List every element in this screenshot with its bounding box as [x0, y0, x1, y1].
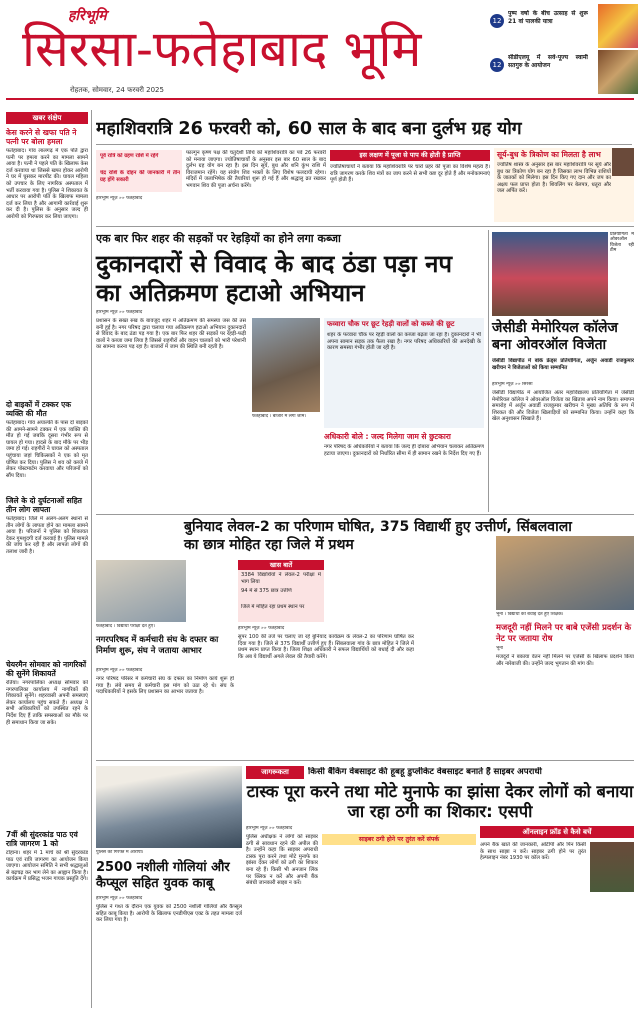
lead-box: [330, 150, 490, 222]
college-photo: [492, 232, 608, 316]
cyber-box: [322, 834, 476, 1008]
protest-headline: मजदूरी नहीं मिलने पर बाबे एजेंसी प्रदर्शन के नेट पर जताया रोष: [496, 622, 632, 643]
teaser-2-photo: [598, 50, 638, 94]
encroach-box-title: अधिकारी बोले : जल्द मिलेगा जाम से छुटकारा: [324, 432, 451, 441]
khabar-item3-head: जिले के दो दुर्घटनाओं सहित तीन लोग लापता: [6, 496, 82, 514]
encroach-photo: [252, 318, 320, 412]
arrest-headline: 2500 नशीली गोलियां और कैप्सूल सहित युवक काबू: [96, 860, 230, 891]
encroach-side: [324, 318, 484, 428]
mid-rule: [96, 514, 634, 515]
khabar-item3-body: फतेहाबाद। जिले में अलग-अलग स्थानों से तीन लोगों के लापता होने का मामला सामने आया है। परिजनों ने पुलिस को शिकायत देकर गुमशुदगी दर्ज करवाई है। पुलिस मामले की जांच कर रही है और लापता लोगों की तलाश जारी है।: [6, 516, 88, 555]
lower-rule: [96, 760, 634, 761]
college-byline: हरिभूमि न्यूज़ »» सिरसा: [492, 382, 533, 387]
cyber-byline: हरिभूमि न्यूज़ »» फतेहाबाद: [246, 826, 293, 831]
encroach-body-2: [252, 424, 320, 510]
masthead: [0, 0, 640, 98]
cyber-kicker: किसी बैंकिंग वेबसाइट की हूबहू डुप्लीकेट वेबसाइट बनाते हैं साइबर अपराधी: [308, 767, 542, 777]
online-body: अपने बैंक खाते की जानकारी, ओटीपी और पिन किसी के साथ साझा न करें। साइबर ठगी होने पर तुरंत हेल्पलाइन नंबर 1930 पर कॉल करें।: [480, 842, 586, 862]
result-box-2: 94 में से 375 छात्र उत्तीर्ण: [241, 588, 292, 594]
result-body: सुपर 100 की तर्ज पर चलाए जा रहे बुनियाद कार्यक्रम के लेवल-2 का परिणाम घोषित कर दिया गया है। जिले से 375 विद्यार्थी उत्तीर्ण हुए हैं। सिंबलवाला गांव के छात्र मोहित ने जिले में प्रथम स्थान प्राप्त किया है। जिला शिक्षा अधिकारी ने सफल विद्यार्थियों को बधाई दी और कहा कि अब ये विद्यार्थी अगले लेवल की तैयारी करेंगे।: [238, 634, 414, 660]
masthead-dateline: रोहतक, सोमवार, 24 फरवरी 2025: [70, 86, 164, 94]
cyber-headline: टास्क पूरा करने तथा मोटे मुनाफे का झांसा देकर लोगों को बनाया जा रहा ठगी का शिकार: एसपी: [246, 782, 634, 821]
council-body: नगर परिषद परिसर में कर्मचारी संघ के दफ्तर का निर्माण कार्य शुरू हो गया है। लंबे समय से कर्मचारी इस मांग को उठा रहे थे। संघ के पदाधिकारियों ने इसके लिए प्रशासन का आभार जताया है।: [96, 676, 234, 696]
result-box-1: 3384 विद्यार्थियों ने लेवल-2 परीक्षा में भाग लिया: [241, 572, 321, 585]
lead-rule: [96, 144, 632, 145]
cyber-kicker-tag: जागरूकता: [246, 766, 304, 779]
arrest-photo: [96, 766, 242, 848]
lead-byline: हरिभूमि न्यूज़ »» फतेहाबाद: [96, 196, 143, 201]
cyber-box-title: साइबर ठगी होने पर तुरंत करें संपर्क: [322, 834, 476, 845]
left-col-rule: [91, 110, 92, 1008]
encroach-body: प्रशासन के सख्त रुख के बावजूद शहर में अतिक्रमण की समस्या जस की तस बनी हुई है। नगर परिषद द्वारा चलाया गया अतिक्रमण हटाओ अभियान दुकानदारों से विवाद के बाद ठंडा पड़ गया है। एक बार फिर शहर की सड़कों पर रेहड़ी-फड़ी वालों ने कब्जा जमा लिया है जिससे राहगीरों और वाहन चालकों को भारी परेशानी का सामना करना पड़ रहा है। बाजारों में जाम की स्थिति बनी रहती है।: [96, 318, 246, 351]
masthead-teaser-1[interactable]: [490, 8, 600, 48]
result-byline: हरिभूमि न्यूज़ »» फतेहाबाद: [238, 626, 285, 631]
arrest-body: पुलिस ने गश्त के दौरान एक युवक को 2500 नशीली गोलियों और कैप्सूल सहित काबू किया है। आरोपी के खिलाफ एनडीपीएस एक्ट के तहत मामला दर्ज कर लिया गया है।: [96, 904, 242, 924]
encroach-headline: दुकानदारों से विवाद के बाद ठंडा पड़ा नप का अतिक्रमण हटाओ अभियान: [96, 250, 453, 307]
council-byline: हरिभूमि न्यूज़ »» फतेहाबाद: [96, 668, 143, 673]
lead-headline: महाशिवरात्रि 26 फरवरी को, 60 साल के बाद बना दुर्लभ ग्रह योग: [96, 119, 522, 139]
result-box: [238, 560, 324, 622]
cyber-kicker-row: [246, 766, 634, 779]
khabar-item4-head: चेयरमैन सोमवार को नागरिकों की सुनेंगे शिकायतें: [6, 660, 87, 678]
khabar-item2-head: दो बाइकों में टक्कर एक व्यक्ति की मौत: [6, 400, 72, 418]
result-photo: [96, 560, 186, 622]
khabar-item5-head: 7वीं श्री सुंदरकांड पाठ एवं रात्रि जागरण 1 को: [6, 830, 78, 848]
council-headline: नगरपरिषद में कर्मचारी संघ के दफ्तर का निर्माण शुरू, संघ ने जताया आभार: [96, 634, 219, 655]
college-bullet: जेसीडी विद्यापीठ में बांके फ्रेंड्स प्रतियोगिता, अर्जुन अवार्डी राजकुमार खरीचन ने विजेताओं को किया सम्मानित: [492, 358, 634, 371]
online-box: [480, 826, 634, 1008]
result-headline: बुनियाद लेवल-2 का परिणाम घोषित, 375 विद्यार्थी हुए उत्तीर्ण, सिंबलवाला का छात्र मोहित रहा जिले में प्रथम: [184, 519, 572, 553]
college-body: जेसीडी विद्यापीठ में आयोजित अंतर महाविद्यालय प्रतियोगिता में जेसीडी मेमोरियल कॉलेज ने ओवरऑल विजेता का खिताब अपने नाम किया। समापन समारोह में अर्जुन अवार्डी राजकुमार खरीचन ने मुख्य अतिथि के रूप में शिरकत की और विजेता खिलाड़ियों को सम्मानित किया। उन्होंने कहा कि खेल अनुशासन सिखाते हैं।: [492, 390, 634, 423]
khabar-item1-body: फतेहाबाद। गांव लालगढ़ में एक पति द्वारा पत्नी पर हमला करने का मामला सामने आया है। पत्नी ने पहले पति के खिलाफ केस दर्ज करवाया था जिससे खफा होकर आरोपी ने घर में घुसकर मारपीट की। घायल महिला को उपचार के लिए नागरिक अस्पताल में भर्ती करवाया गया है। पुलिस ने शिकायत के आधार पर आरोपी पति के खिलाफ मामला दर्ज कर लिया है और आगामी कार्रवाई शुरू कर दी है। पुलिस के अनुसार जल्द ही आरोपी को गिरफ्तार कर लिया जाएगा।: [6, 148, 88, 220]
sun-title: सूर्य-बुध के त्रिकोण का मिलता है लाभ: [497, 150, 601, 159]
khabar-item1-head: केस करने से खफा पति ने पत्नी पर बोला हमला: [6, 128, 77, 146]
result-box-title: खास बातें: [238, 560, 324, 570]
encroach-side-body: शहर के फव्वारा चौक पर रेहड़ी वालों का कब्जा बढ़ता जा रहा है। दुकानदारों ने भी अपना सामान सड़क तक फैला रखा है। नगर परिषद अधिकारियों की अनदेखी के कारण समस्या गंभीर होती जा रही है।: [327, 332, 481, 352]
encroach-photo-cap: फतेहाबाद । बाजार में लगा जाम।: [252, 414, 307, 419]
teaser-2-text: सीडीएलयू में सर्व-पूज्य स्वामी सतगुरु के आयोजन: [508, 54, 588, 69]
khabar-item4-body: रतिया। नगरपालिका अध्यक्ष सोमवार को नगरपालिका कार्यालय में नागरिकों की शिकायतें सुनेंगे। शहरवासी अपनी समस्याएं लेकर कार्यालय पहुंच सकते हैं। अध्यक्ष ने सभी अधिकारियों को उपस्थित रहने के निर्देश दिए हैं ताकि समस्याओं का मौके पर ही समाधान किया जा सके।: [6, 680, 88, 726]
result-photo-2-cap: भूना । विद्यार्थी को बधाई देते हुए शिक्षक।: [496, 612, 564, 617]
lead-box-title: इस लक्षण में पूजा से पाप की होती है प्राप्ति: [330, 150, 490, 161]
sun-body: ज्योतिष शास्त्र के अनुसार इस बार महाशिवरात्रि पर सूर्य और बुध का त्रिकोण योग बन रहा है जिसका लाभ विभिन्न राशियों के जातकों को मिलेगा। इस दिन किए गए दान और जप का अक्षय फल प्राप्त होता है। शिवलिंग पर बेलपत्र, धतूरा और जल अर्पित करें।: [497, 162, 611, 195]
lead-bottom-rule: [96, 226, 634, 227]
teaser-1-num: 12: [490, 14, 504, 28]
cyber-box-body: [322, 848, 476, 1006]
sun-photo: [612, 148, 634, 176]
encroach-right-rule: [488, 230, 489, 512]
masthead-brand: हरिभूमि: [68, 8, 107, 24]
khabar-label: खबर संक्षेप: [6, 112, 88, 124]
encroach-byline: हरिभूमि न्यूज़ »» फतेहाबाद: [96, 310, 143, 315]
result-box-3: जिले में मोहित रहा प्रथम स्थान पर: [241, 604, 305, 610]
masthead-rule: [6, 98, 634, 100]
online-tag: ऑनलाइन फ्रॉड से कैसे बचें: [480, 826, 634, 838]
khabar-column: [6, 112, 88, 1008]
encroach-box: [324, 432, 484, 510]
encroach-box-body: नगर परिषद के अधिकारियों ने बताया कि जल्द ही दोबारा अभियान चलाकर अतिक्रमण हटाया जाएगा। दुकानदारों को निर्धारित सीमा में ही सामान रखने के निर्देश दिए गए हैं।: [324, 444, 484, 457]
cyber-body: पुलिस अधीक्षक ने लोगों को साइबर ठगी से सावधान रहने की अपील की है। उन्होंने कहा कि साइबर अपराधी टास्क पूरा करने तथा मोटे मुनाफे का झांसा देकर लोगों को ठगी का शिकार बना रहे हैं। किसी भी अनजान लिंक पर क्लिक न करें और अपनी बैंक संबंधी जानकारी साझा न करें।: [246, 834, 318, 887]
lead-body: फाल्गुन कृष्ण पक्ष की चतुर्दशी तिथि को महाशिवरात्रि का पर्व 26 फरवरी को मनाया जाएगा। ज्योतिषाचार्यों के अनुसार इस बार 60 साल के बाद दुर्लभ ग्रह योग बन रहा है। इस दिन सूर्य, बुध और शनि कुंभ राशि में विराजमान रहेंगे। यह संयोग शिव भक्तों के लिए विशेष फलदायी रहेगा। मंदिरों में जलाभिषेक की तैयारियां शुरू हो गई हैं और श्रद्धालु व्रत रखकर भगवान शिव की पूजा अर्चना करेंगे।: [186, 150, 326, 189]
arrest-byline: हरिभूमि न्यूज़ »» फतेहाबाद: [96, 896, 143, 901]
protest-byline: भूना: [496, 646, 503, 651]
masthead-teaser-2[interactable]: [490, 52, 600, 92]
teaser-1-photo: [598, 4, 638, 48]
teaser-1-text: पुष्प वर्षा के बीच उत्साह से शुरू 21 वां पालकी यात्रा: [508, 10, 588, 25]
protest-body: मजदूरों ने बकाया वेतन नहीं मिलने पर एजेंसी के खिलाफ प्रदर्शन किया और नारेबाजी की। उन्होंने जल्द भुगतान की मांग की।: [496, 654, 634, 667]
college-side-text: प्रतियोगिता में ओवरऑल विजेता रही टीम: [610, 232, 634, 254]
khabar-item2-body: फतेहाबाद। गांव अयाल्की के पास दो बाइकों की आमने-सामने टक्कर में एक व्यक्ति की मौत हो गई जबकि दूसरा गंभीर रूप से घायल हो गया। हादसे के बाद मौके पर भीड़ जमा हो गई। राहगीरों ने घायल को अस्पताल पहुंचाया जहां चिकित्सकों ने एक को मृत घोषित कर दिया। पुलिस ने शव को कब्जे में लेकर पोस्टमार्टम करवाया और परिजनों को सौंप दिया।: [6, 420, 88, 479]
sp-photo: [590, 842, 634, 892]
result-body-2: [418, 560, 492, 756]
masthead-title: सिरसा-फतेहाबाद भूमि: [22, 20, 422, 78]
khabar-item5-body: टोहाना। शहर में 1 मार्च को श्री सुंदरकांड पाठ एवं रात्रि जागरण का आयोजन किया जाएगा। आयोजन समिति ने सभी श्रद्धालुओं से बढ़चढ़ कर भाग लेने का आह्वान किया है। कार्यक्रम में प्रसिद्ध भजन गायक प्रस्तुति देंगे।: [6, 850, 88, 883]
lead-bullet-1: पूर्व रात्रि को ग्रहण राशि में रहेंगे: [100, 153, 159, 159]
sun-box: [494, 148, 634, 222]
lead-box-body: ज्योतिषाचार्यों ने बताया कि महाशिवरात्रि पर चारों प्रहर की पूजा का विशेष महत्व है। रात्रि जागरण करके शिव मंत्रों का जाप करने से सभी कष्ट दूर होते हैं और मनोकामनाएं पूर्ण होती हैं।: [330, 164, 490, 184]
college-headline: जेसीडी मेमोरियल कॉलेज बना ओवरऑल विजेता: [492, 320, 618, 353]
result-photo-cap: फतेहाबाद । विद्यार्थी परीक्षा देते हुए।: [96, 624, 155, 629]
encroach-side-head: फव्वारा चौक पर छूट रेहड़ी वालों को कब्जे की छूट: [327, 320, 455, 328]
result-photo-2: [496, 536, 634, 610]
lead-bullets: [96, 150, 182, 192]
teaser-2-num: 12: [490, 58, 504, 72]
encroach-kicker: एक बार फिर शहर की सड़कों पर रेहड़ियों का होने लगा कब्जा: [96, 232, 341, 245]
lead-bullet-2: चंद्र राशि के दोहन की जानकारी में तीन ग्रह होंगे सकारी: [100, 170, 180, 183]
arrest-photo-cap: पुलिस की गिरफ्त में आरोपी।: [96, 850, 144, 855]
